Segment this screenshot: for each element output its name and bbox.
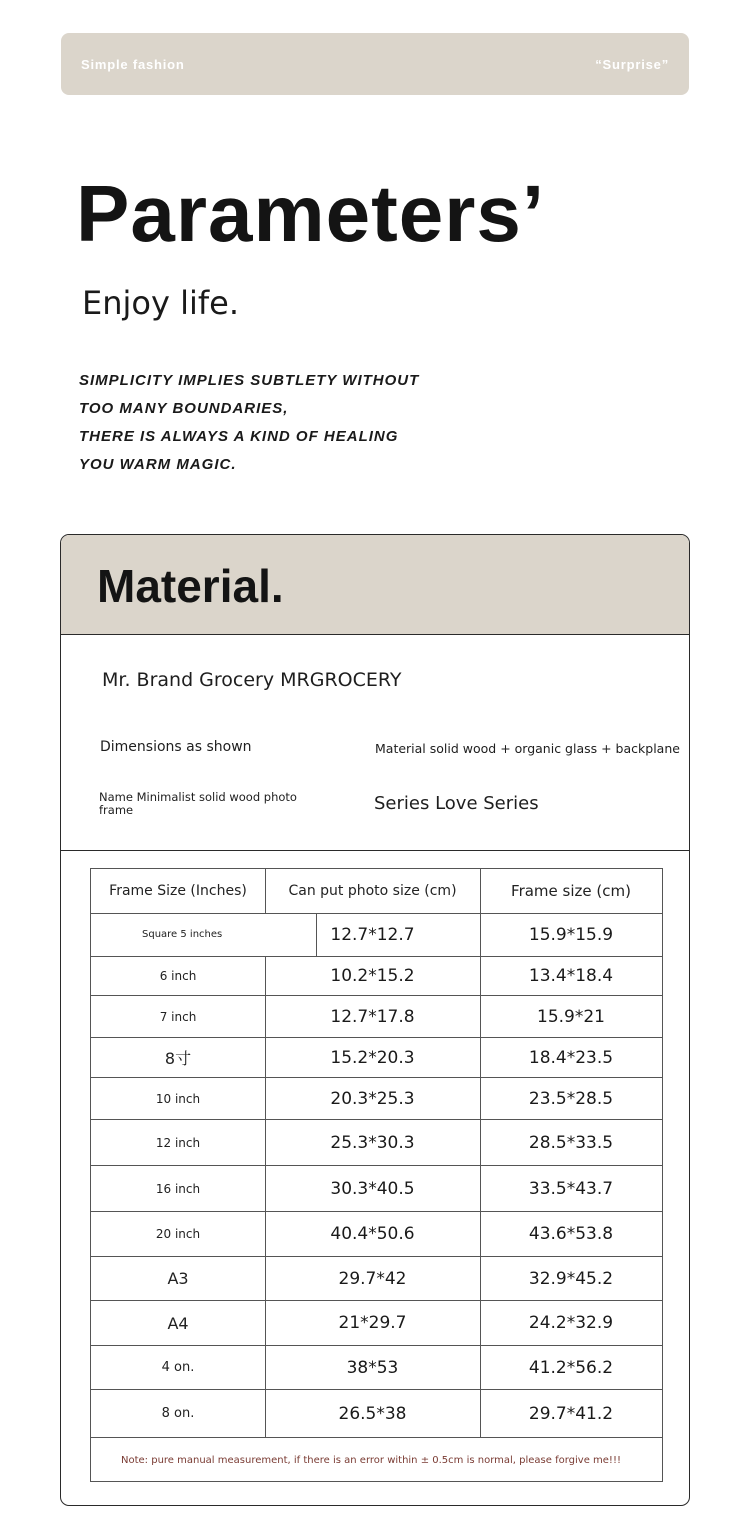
table-row (91, 996, 662, 1038)
material-header (61, 535, 689, 635)
table-cell: 41.2*56.2 (528, 1357, 614, 1378)
table-row (91, 1212, 662, 1257)
banner-left-text: Simple fashion (81, 57, 185, 72)
table-row (91, 1078, 662, 1120)
table-row (91, 914, 662, 957)
table-cell: 15.9*15.9 (528, 925, 614, 945)
table-cell: 8寸 (91, 1038, 266, 1077)
slogan-block (79, 372, 419, 484)
table-cell: 32.9*45.2 (528, 1268, 614, 1289)
table-cell: 29.7*41.2 (528, 1403, 614, 1424)
slogan-line: TOO MANY BOUNDARIES, (79, 400, 289, 417)
series-text: Series Love Series (374, 793, 539, 814)
table-cell: 28.5*33.5 (528, 1132, 614, 1153)
table-header-cell: Can put photo size (cm) (265, 869, 481, 913)
table-cell: 16 inch (91, 1166, 266, 1211)
table-cell: A3 (91, 1257, 266, 1300)
table-header-row (91, 869, 662, 914)
table-cell: 6 inch (91, 957, 266, 995)
table-header-cell: Frame size (cm) (511, 882, 631, 900)
table-cell: 24.2*32.9 (528, 1313, 614, 1333)
top-banner (61, 33, 689, 95)
table-row (91, 1346, 662, 1390)
table-cell: A4 (91, 1301, 266, 1345)
table-cell: 26.5*38 (265, 1390, 481, 1437)
table-row (91, 1390, 662, 1438)
material-card (60, 534, 690, 1506)
table-cell: 12.7*12.7 (265, 914, 481, 956)
table-row (91, 1038, 662, 1078)
table-cell: 21*29.7 (265, 1301, 481, 1345)
material-heading: Material. (97, 560, 284, 612)
table-row (91, 1257, 662, 1301)
table-cell: 4 on. (91, 1346, 266, 1389)
page-title: Parameters’ (76, 169, 546, 258)
material-text: Material solid wood + organic glass + backplane (375, 741, 680, 756)
product-info (61, 635, 689, 851)
measurement-note: Note: pure manual measurement, if there is an error within ± 0.5cm is normal, please forgive me!!! (121, 1454, 621, 1466)
table-cell: Square 5 inches (91, 914, 317, 956)
table-cell: 10.2*15.2 (265, 957, 481, 995)
table-cell: 10 inch (91, 1078, 266, 1119)
table-row (91, 1120, 662, 1166)
slogan-line: YOU WARM MAGIC. (79, 456, 237, 473)
table-row (91, 1166, 662, 1212)
size-table (90, 868, 663, 1482)
table-header-cell: Frame Size (Inches) (91, 869, 266, 913)
table-row (91, 957, 662, 996)
table-row (91, 1301, 662, 1346)
brand-text: Mr. Brand Grocery MRGROCERY (102, 669, 402, 691)
table-cell: 20 inch (91, 1212, 266, 1256)
table-cell: 20.3*25.3 (265, 1078, 481, 1119)
table-cell: 23.5*28.5 (528, 1088, 614, 1109)
table-cell: 25.3*30.3 (265, 1120, 481, 1165)
table-cell: 12.7*17.8 (265, 996, 481, 1037)
table-cell: 15.9*21 (537, 1006, 605, 1027)
product-name-text: Name Minimalist solid wood photo frame (99, 790, 297, 817)
table-cell: 30.3*40.5 (265, 1166, 481, 1211)
table-cell: 15.2*20.3 (265, 1038, 481, 1077)
table-cell: 40.4*50.6 (265, 1212, 481, 1256)
slogan-line: SIMPLICITY IMPLIES SUBTLETY WITHOUT (79, 372, 420, 389)
table-cell: 13.4*18.4 (528, 966, 614, 986)
dimensions-text: Dimensions as shown (100, 739, 252, 755)
table-cell: 43.6*53.8 (528, 1224, 614, 1244)
table-cell: 18.4*23.5 (528, 1047, 614, 1068)
page-subtitle: Enjoy life. (82, 284, 239, 322)
banner-right-text: “Surprise” (595, 57, 669, 72)
table-cell: 33.5*43.7 (528, 1178, 614, 1199)
table-cell: 38*53 (265, 1346, 481, 1389)
table-cell: 8 on. (91, 1390, 266, 1437)
table-cell: 12 inch (91, 1120, 266, 1165)
table-cell: 7 inch (91, 996, 266, 1037)
slogan-line: THERE IS ALWAYS A KIND OF HEALING (79, 428, 399, 445)
table-cell: 29.7*42 (265, 1257, 481, 1300)
